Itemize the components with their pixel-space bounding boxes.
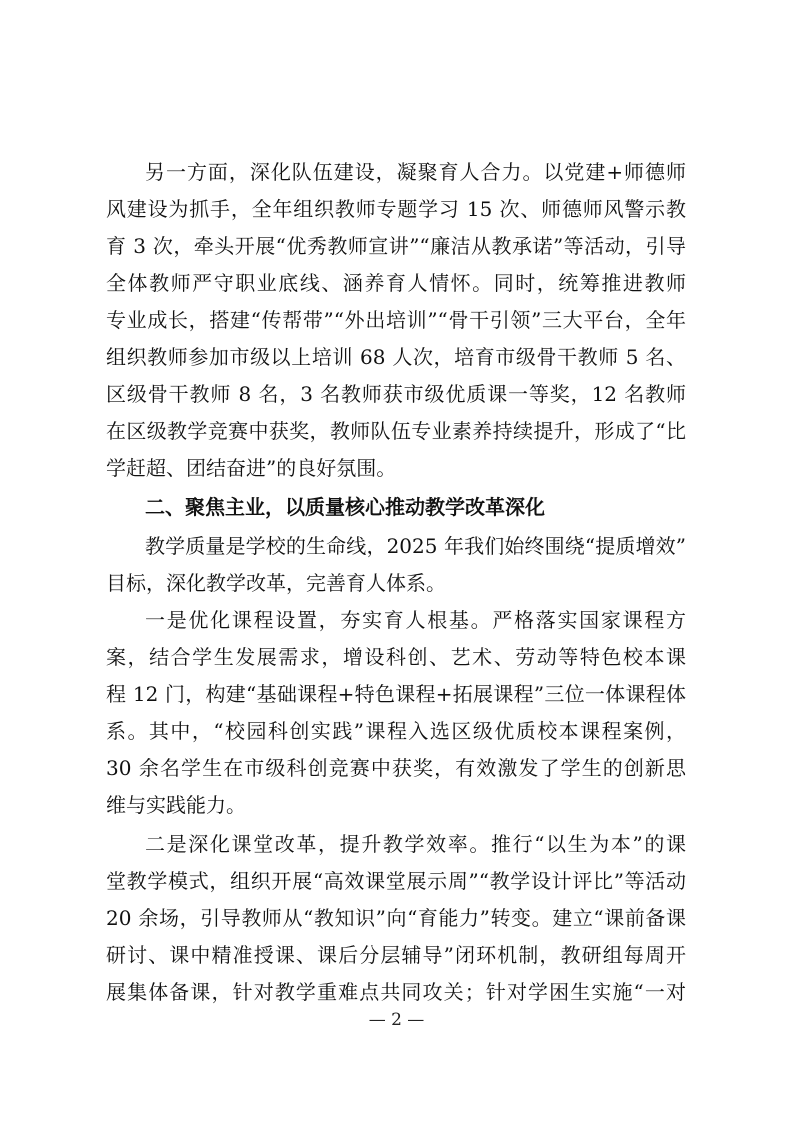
paragraph-line: 研讨、课中精准授课、课后分层辅导”闭环机制，教研组每周开: [106, 943, 686, 967]
paragraph-line: 程 12 门，构建“基础课程+特色课程+拓展课程”三位一体课程体: [106, 682, 686, 706]
section-heading: 二、聚焦主业，以质量核心推动教学改革深化: [145, 495, 545, 519]
paragraph-line: 30 余名学生在市级科创竞赛中获奖，有效激发了学生的创新思: [106, 756, 686, 780]
page-number: — 2 —: [368, 1010, 425, 1030]
paragraph-line: 区级骨干教师 8 名，3 名教师获市级优质课一等奖，12 名教师: [106, 382, 686, 406]
paragraph-line: 育 3 次，牵头开展“优秀教师宣讲”“廉洁从教承诺”等活动，引导: [106, 234, 686, 258]
paragraph-line: 教学质量是学校的生命线，2025 年我们始终围绕“提质增效”: [145, 534, 686, 558]
paragraph-line: 风建设为抓手，全年组织教师专题学习 15 次、师德师风警示教: [106, 197, 686, 221]
paragraph-line: 专业成长，搭建“传帮带”“外出培训”“骨干引领”三大平台，全年: [106, 308, 686, 332]
paragraph-line: 在区级教学竞赛中获奖，教师队伍专业素养持续提升，形成了“比: [106, 419, 686, 443]
paragraph-line: 组织教师参加市级以上培训 68 人次，培育市级骨干教师 5 名、: [106, 345, 686, 369]
paragraph-line: 一是优化课程设置，夯实育人根基。严格落实国家课程方: [145, 608, 686, 632]
paragraph-line: 20 余场，引导教师从“教知识”向“育能力”转变。建立“课前备课: [106, 906, 686, 930]
paragraph-line: 堂教学模式，组织开展“高效课堂展示周”“教学设计评比”等活动: [106, 869, 686, 893]
paragraph-line: 二是深化课堂改革，提升教学效率。推行“以生为本”的课: [145, 832, 686, 856]
paragraph-line: 展集体备课，针对教学重难点共同攻关；针对学困生实施“一对: [106, 980, 686, 1004]
paragraph-line: 目标，深化教学改革，完善育人体系。: [106, 571, 446, 595]
paragraph-line: 系。其中，“校园科创实践”课程入选区级优质校本课程案例，: [106, 719, 686, 743]
paragraph-line: 案，结合学生发展需求，增设科创、艺术、劳动等特色校本课: [106, 645, 686, 669]
paragraph-line: 学赶超、团结奋进”的良好氛围。: [106, 456, 397, 480]
paragraph-line: 全体教师严守职业底线、涵养育人情怀。同时，统筹推进教师: [106, 271, 686, 295]
paragraph-line: 另一方面，深化队伍建设，凝聚育人合力。以党建+师德师: [145, 160, 686, 184]
paragraph-line: 维与实践能力。: [106, 793, 246, 817]
